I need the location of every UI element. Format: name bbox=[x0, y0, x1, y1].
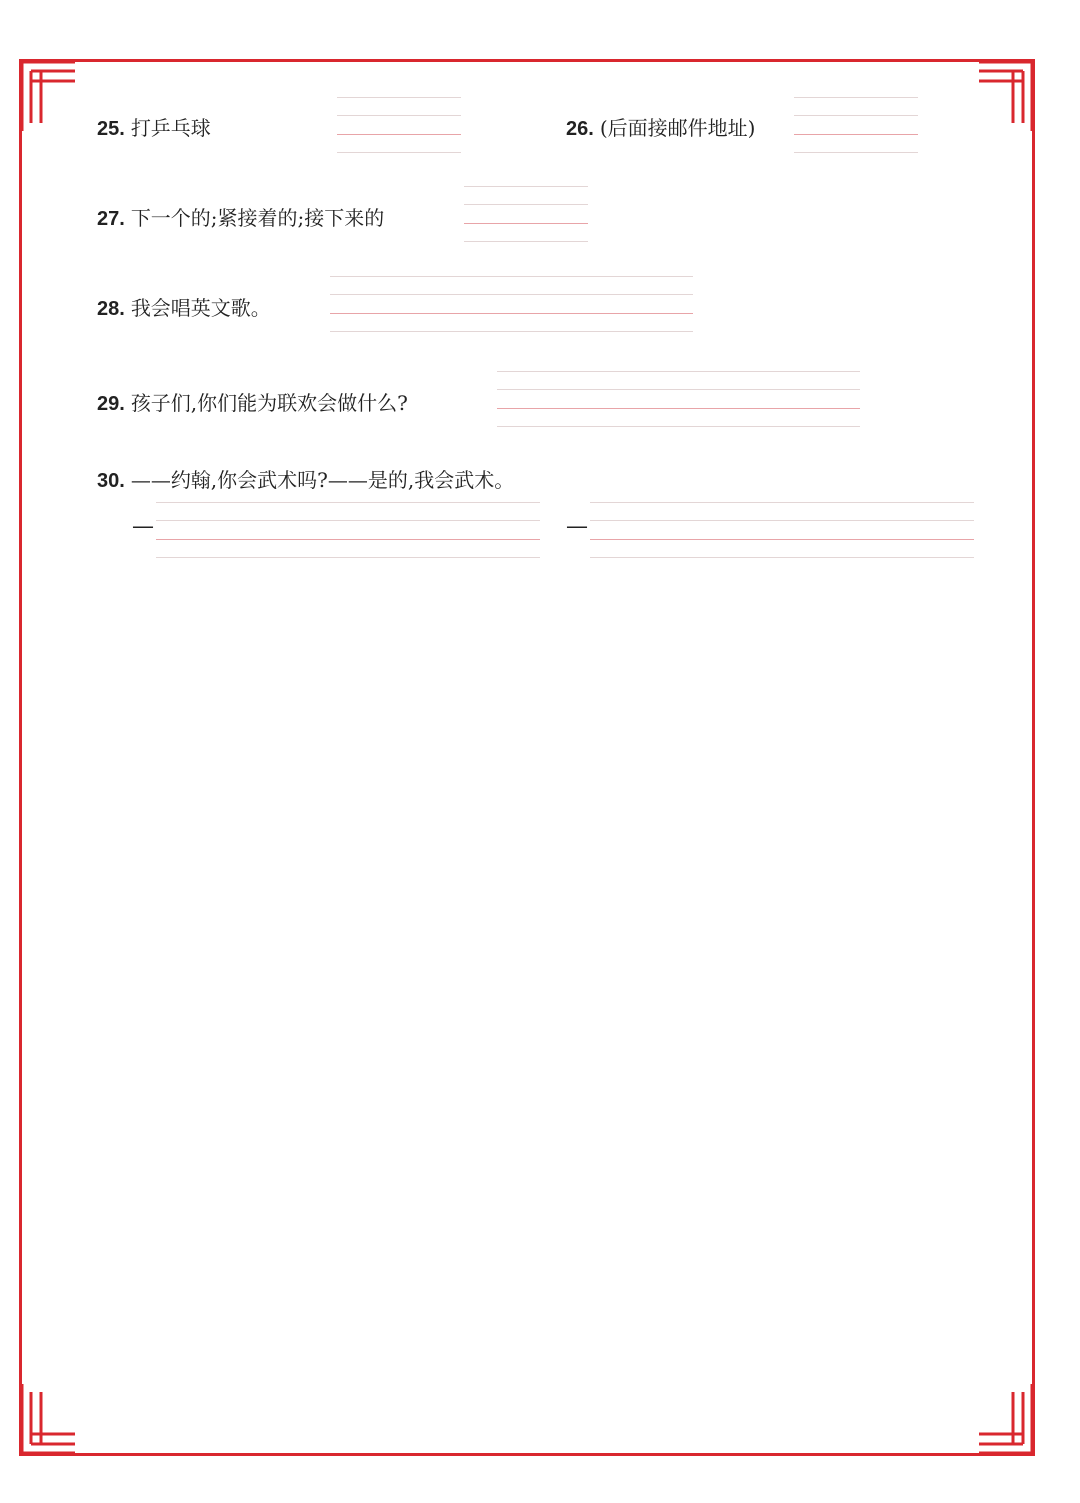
question-25 bbox=[97, 112, 211, 141]
corner-ornament-top-right bbox=[979, 59, 1035, 131]
question-30 bbox=[97, 464, 514, 493]
question-text: (后面接邮件地址) bbox=[599, 116, 756, 140]
corner-ornament-top-left bbox=[19, 59, 75, 131]
answer-lines-29[interactable] bbox=[497, 371, 860, 427]
question-text: 打乒乓球 bbox=[130, 116, 211, 140]
question-number: 26. bbox=[566, 118, 594, 140]
corner-ornament-bottom-right bbox=[979, 1384, 1035, 1456]
dialogue-dash-1: — bbox=[132, 514, 154, 539]
question-number: 29. bbox=[97, 393, 125, 415]
answer-lines-30a[interactable] bbox=[156, 502, 540, 558]
question-28 bbox=[97, 292, 271, 321]
answer-lines-30b[interactable] bbox=[590, 502, 974, 558]
dialogue-dash-2: — bbox=[566, 514, 588, 539]
question-number: 28. bbox=[97, 298, 125, 320]
answer-lines-28[interactable] bbox=[330, 276, 693, 332]
page-border bbox=[19, 59, 1035, 1456]
question-text: 我会唱英文歌。 bbox=[130, 296, 271, 320]
question-number: 30. bbox=[97, 470, 125, 492]
question-29 bbox=[97, 387, 408, 416]
answer-lines-26[interactable] bbox=[794, 97, 918, 153]
question-27 bbox=[97, 202, 384, 231]
answer-lines-27[interactable] bbox=[464, 186, 588, 242]
answer-lines-25[interactable] bbox=[337, 97, 461, 153]
question-number: 27. bbox=[97, 208, 125, 230]
question-text: 孩子们,你们能为联欢会做什么? bbox=[130, 391, 408, 415]
question-text: 下一个的;紧接着的;接下来的 bbox=[130, 206, 385, 230]
question-number: 25. bbox=[97, 118, 125, 140]
corner-ornament-bottom-left bbox=[19, 1384, 75, 1456]
question-text: ——约翰,你会武术吗?——是的,我会武术。 bbox=[130, 468, 515, 492]
question-26 bbox=[566, 112, 755, 141]
